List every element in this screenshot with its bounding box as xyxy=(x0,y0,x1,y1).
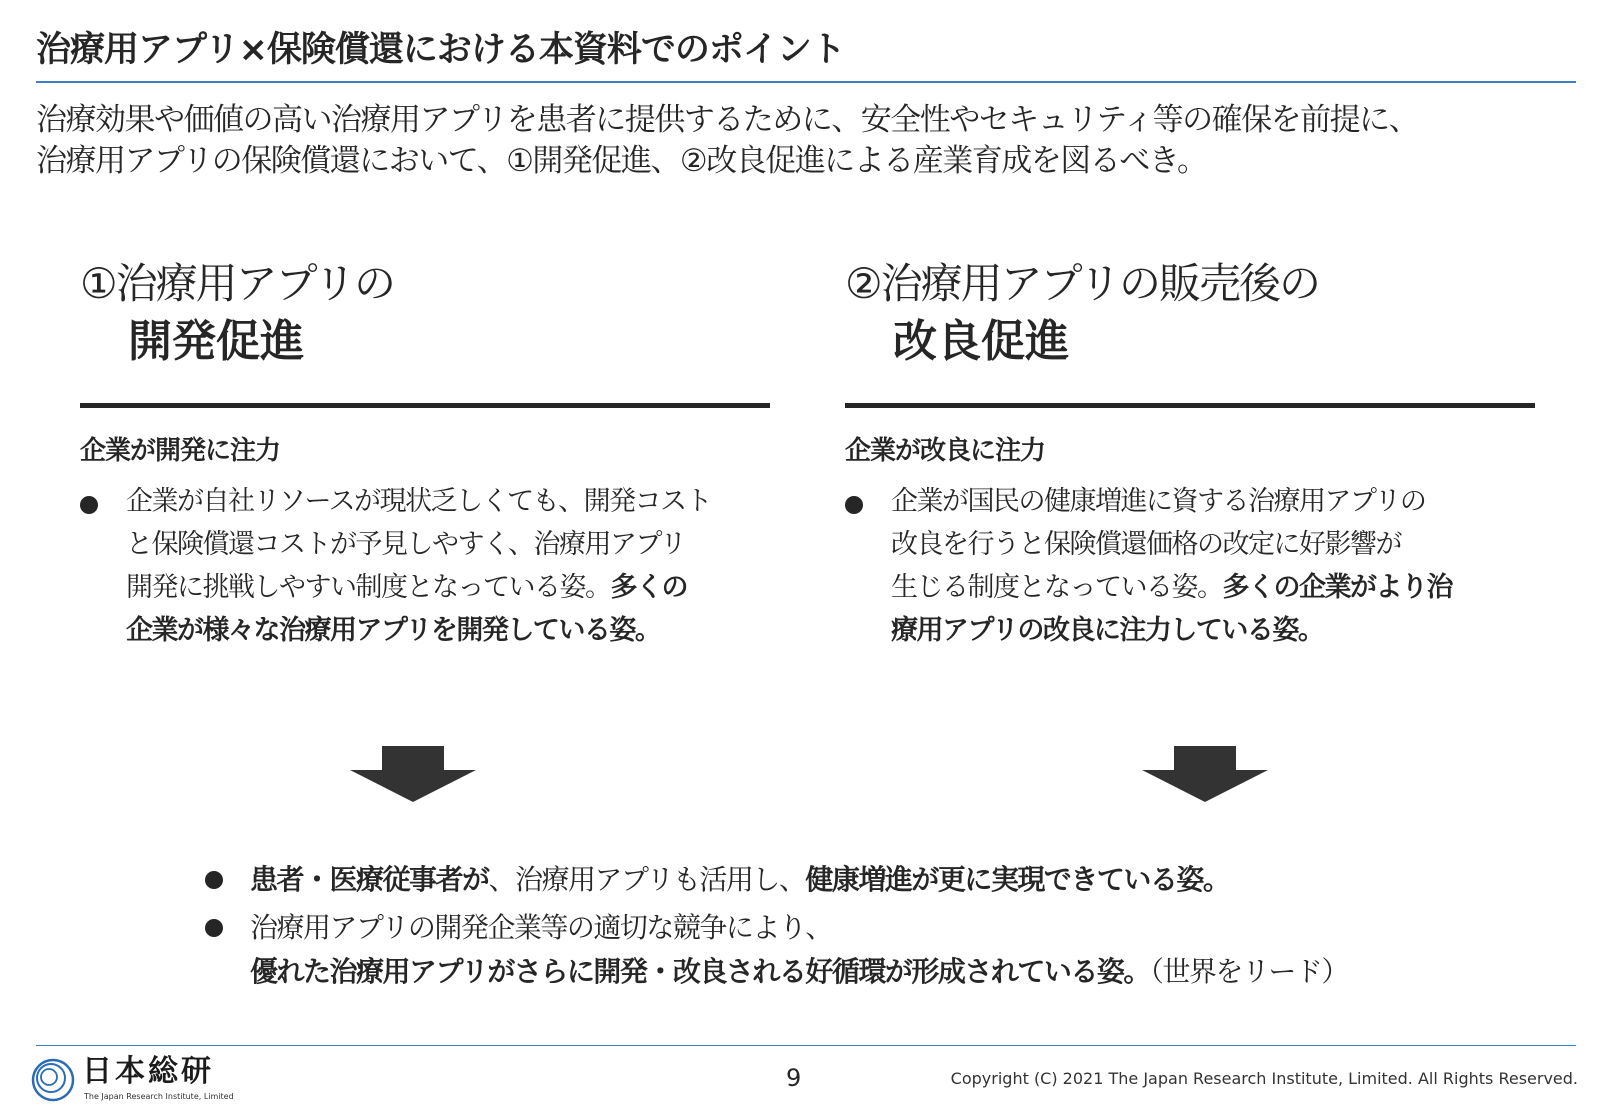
development-line-3 xyxy=(126,566,711,609)
improvement-subheading: 企業が改良に注力 xyxy=(845,436,1046,466)
improvement-line-3 xyxy=(891,566,1452,609)
page-number: 9 xyxy=(786,1064,802,1092)
development-bullet-text xyxy=(126,480,711,652)
outcome-item-2-bold: 優れた治療用アプリがさらに開発・改良される好循環が形成されている姿。 xyxy=(250,955,1150,988)
outcome-item-1-bold-b: 健康増進が更に実現できている姿。 xyxy=(805,863,1230,896)
development-column xyxy=(80,255,780,646)
improvement-heading-line1: ②治療用アプリの販売後の xyxy=(845,259,1319,308)
outcome-item-1-text xyxy=(250,858,1585,902)
development-line-3-bold: 多くの xyxy=(610,572,687,603)
footer-divider xyxy=(36,1045,1576,1046)
intro-line-2: 治療用アプリの保険償還において、①開発促進、②改良促進による産業育成を図るべき。 xyxy=(36,143,1207,179)
improvement-column xyxy=(845,255,1545,646)
logo-text: 日本総研 xyxy=(82,1054,214,1089)
down-arrow-icon xyxy=(348,746,478,802)
title-underline xyxy=(36,81,1576,83)
improvement-heading-line2: 改良促進 xyxy=(893,316,1069,367)
outcome-item-2 xyxy=(205,906,1585,994)
outcome-list xyxy=(205,858,1585,994)
bullet-icon xyxy=(205,871,223,889)
outcome-item-2-line2 xyxy=(250,950,1585,994)
intro-text xyxy=(36,100,1596,182)
development-heading-line2: 開発促進 xyxy=(128,316,304,367)
development-line-2: と保険償還コストが予見しやすく、治療用アプリ xyxy=(126,529,686,560)
improvement-line-3-bold: 多くの企業がより治 xyxy=(1222,572,1452,603)
improvement-divider xyxy=(845,403,1535,408)
development-heading-line1: ①治療用アプリの xyxy=(80,259,394,308)
development-subheading: 企業が開発に注力 xyxy=(80,436,281,466)
improvement-line-2: 改良を行うと保険償還価格の改定に好影響が xyxy=(891,529,1401,560)
improvement-line-1: 企業が国民の健康増進に資する治療用アプリの xyxy=(891,486,1426,517)
development-line-1: 企業が自社リソースが現状乏しくても、開発コスト xyxy=(126,486,712,517)
outcome-item-2-line1: 治療用アプリの開発企業等の適切な競争により、 xyxy=(250,911,832,944)
improvement-line-3-normal: 生じる制度となっている姿。 xyxy=(891,572,1223,603)
development-line-3-normal: 開発に挑戦しやすい制度となっている姿。 xyxy=(126,572,611,603)
page-title: 治療用アプリ×保険償還における本資料でのポイント xyxy=(36,30,845,70)
improvement-bullet-text xyxy=(891,480,1452,652)
outcome-item-2-suffix: （世界をリード） xyxy=(1149,955,1348,988)
outcome-item-1-bold-a: 患者・医療従事者が xyxy=(250,863,489,896)
logo-circle-icon xyxy=(30,1057,76,1103)
outcome-item-1-normal: 、治療用アプリも活用し、 xyxy=(488,863,806,896)
bullet-icon xyxy=(205,919,223,937)
logo-subtitle: The Japan Research Institute, Limited xyxy=(84,1092,234,1101)
outcome-item-1 xyxy=(205,858,1585,902)
development-divider xyxy=(80,403,770,408)
bullet-icon xyxy=(80,496,98,514)
down-arrow-icon xyxy=(1140,746,1270,802)
company-logo xyxy=(30,1055,260,1105)
intro-line-1: 治療効果や価値の高い治療用アプリを患者に提供するために、安全性やセキュリティ等の確保を前提に、 xyxy=(36,102,1419,138)
improvement-line-4: 療用アプリの改良に注力している姿。 xyxy=(891,615,1324,646)
development-line-4: 企業が様々な治療用アプリを開発している姿。 xyxy=(126,615,661,646)
bullet-icon xyxy=(845,496,863,514)
copyright-notice: Copyright (C) 2021 The Japan Research Institute, Limited. All Rights Reserved. xyxy=(950,1069,1578,1088)
